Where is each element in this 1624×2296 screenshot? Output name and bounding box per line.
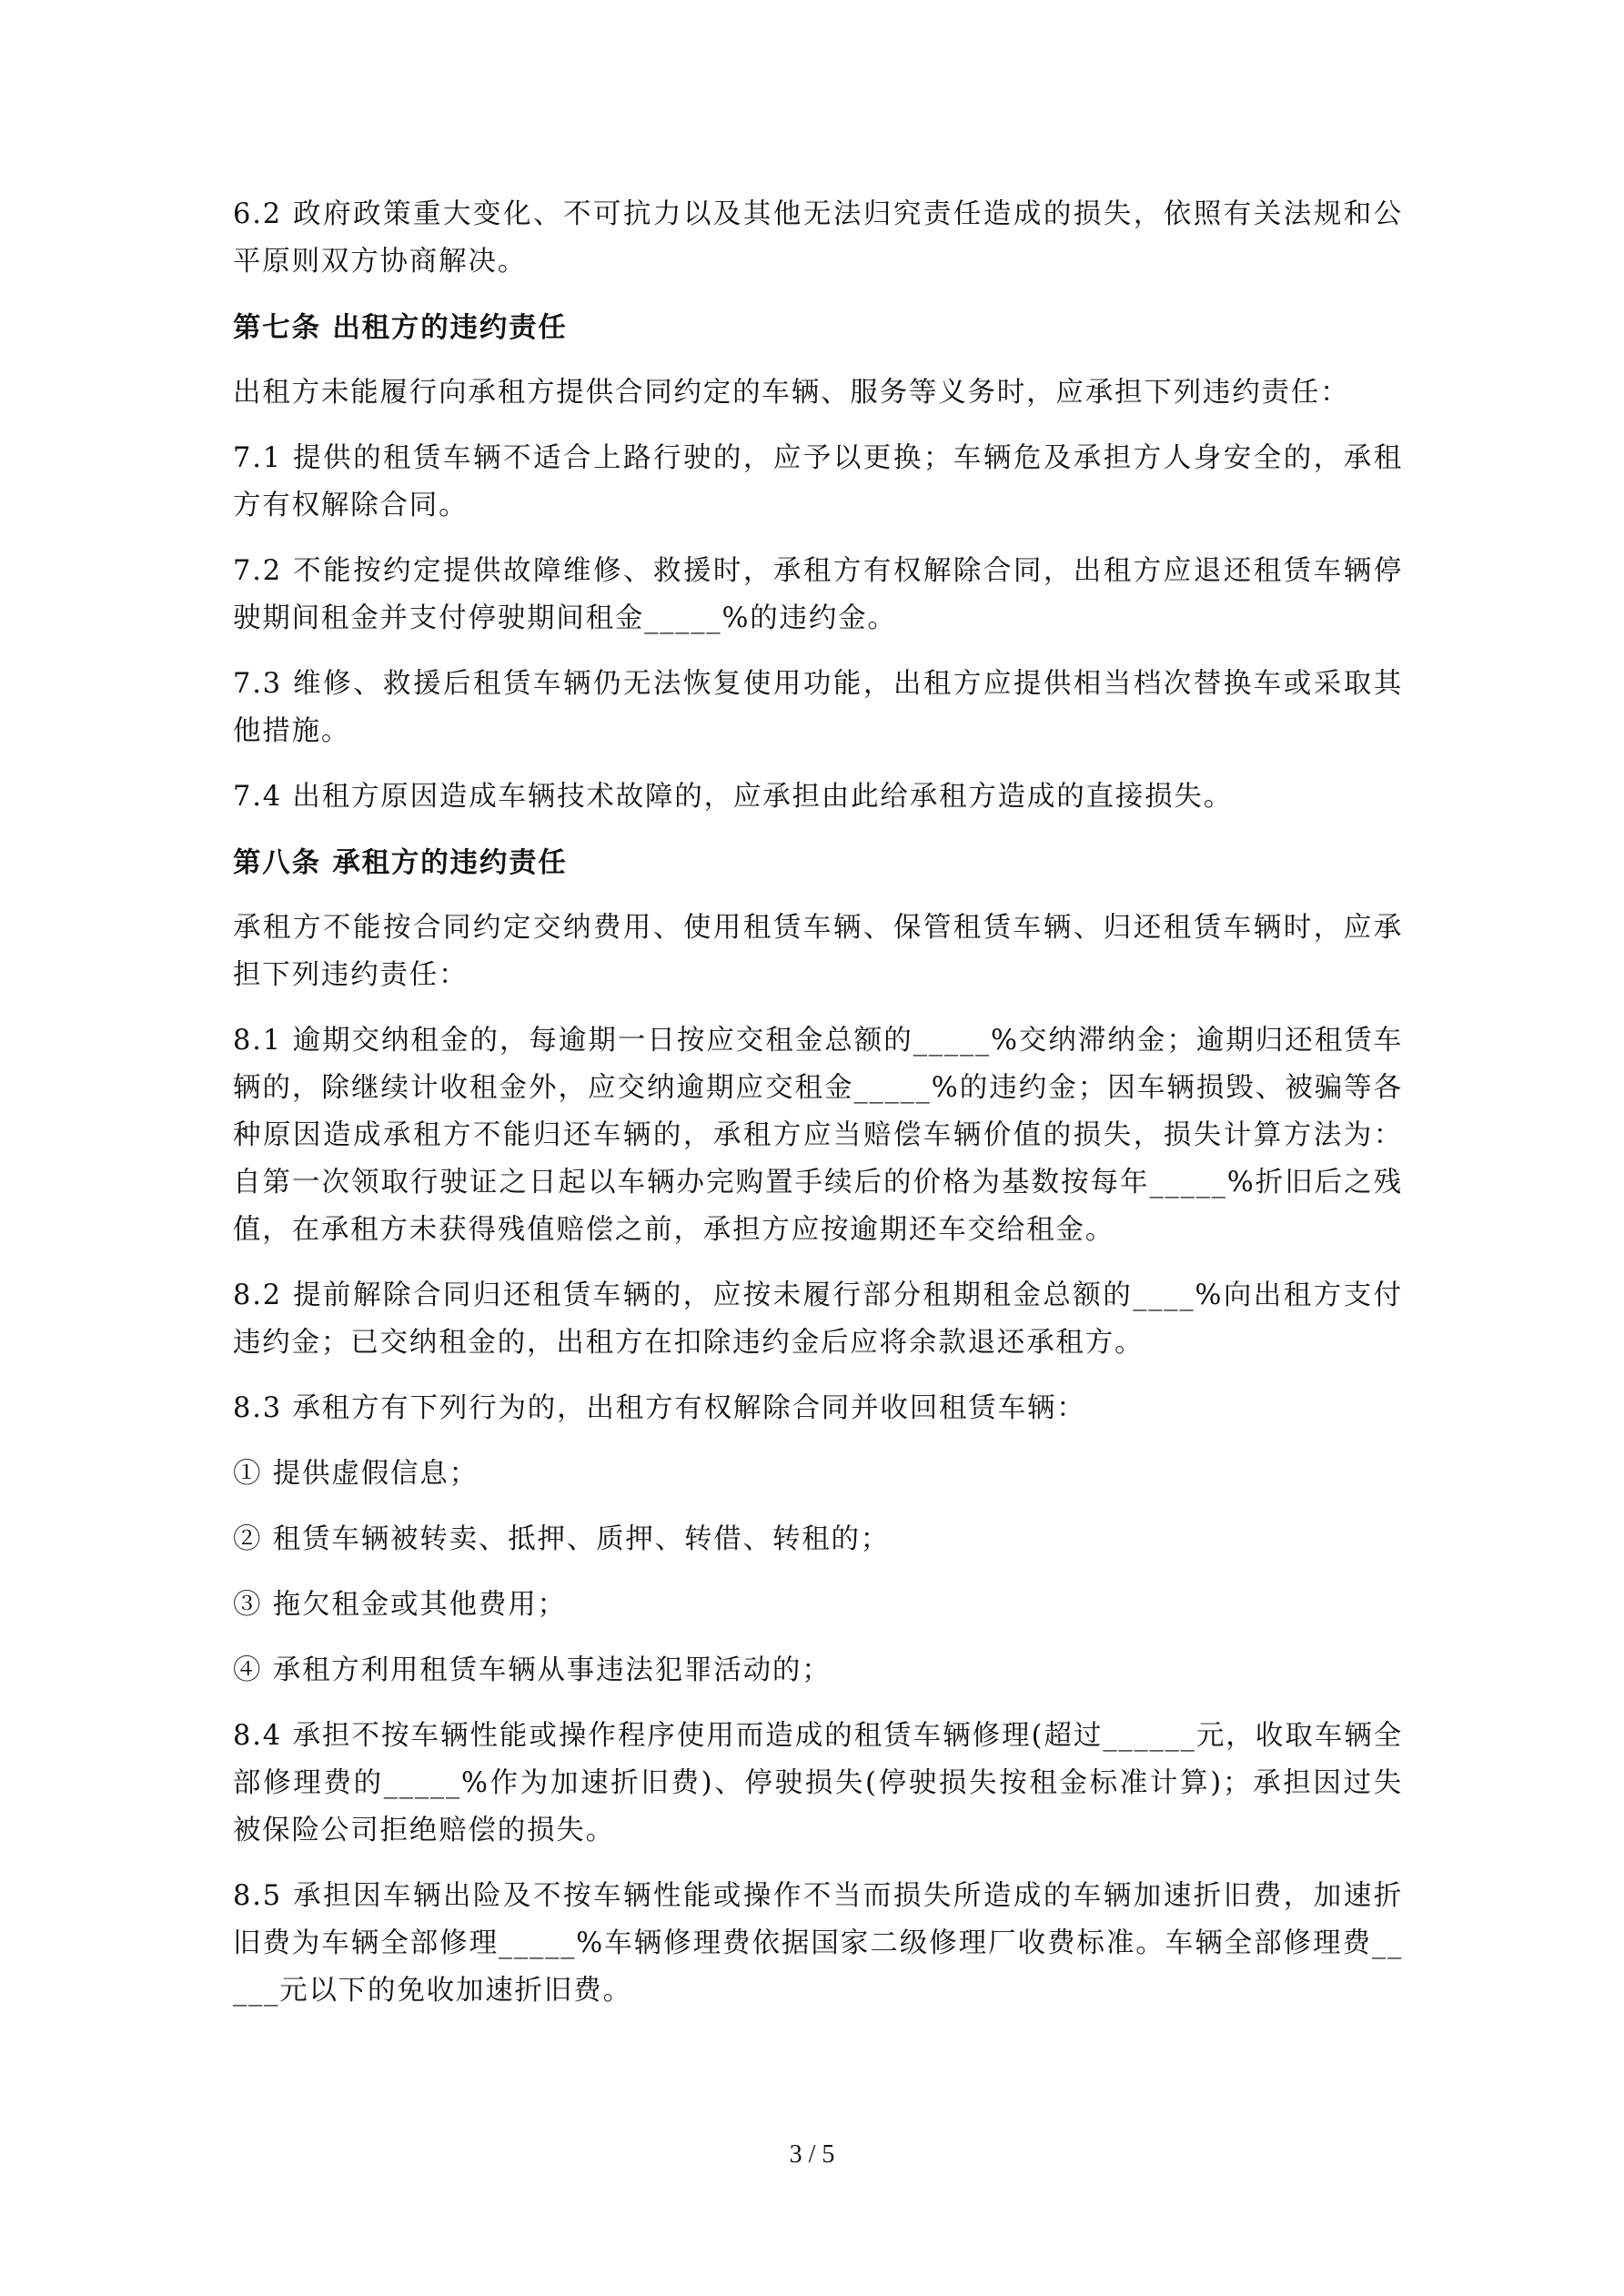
- paragraph-8-2: 8.2 提前解除合同归还租赁车辆的，应按未履行部分租期租金总额的____%向出租方支付违约金；已交纳租金的，出租方在扣除违约金后应将余款退还承租方。: [233, 1279, 1403, 1359]
- paragraph-7-3: 7.3 维修、救援后租赁车辆仍无法恢复使用功能，出租方应提供相当档次替换车或采取其他措施。: [233, 668, 1403, 747]
- list-item-2: ② 租赁车辆被转卖、抵押、质押、转借、转租的；: [233, 1523, 891, 1555]
- list-item-3: ③ 拖欠租金或其他费用；: [233, 1589, 567, 1621]
- paragraph-8-3: 8.3 承租方有下列行为的，出租方有权解除合同并收回租赁车辆：: [233, 1392, 1086, 1424]
- paragraph-8-1: 8.1 逾期交纳租金的，每逾期一日按应交租金总额的_____%交纳滞纳金；逾期归还租赁车辆的，除继续计收租金外，应交纳逾期应交租金_____%的违约金；因车辆损毁、被骗等各种原因造成承租方不能归还车辆的，承租方应当赔偿车辆价值的损失，损失计算方法为：自第一次领取行驶证之日起以车辆办完购置手续后的价格为基数按每年_____%折旧后之残值，在承租方未获得残值赔偿之前，承担方应按逾期还车交给租金。: [233, 1025, 1403, 1246]
- list-item-4: ④ 承租方利用租赁车辆从事违法犯罪活动的；: [233, 1654, 832, 1686]
- paragraph-7-4: 7.4 出租方原因造成车辆技术故障的，应承担由此给承租方造成的直接损失。: [233, 781, 1233, 813]
- paragraph-8-4: 8.4 承担不按车辆性能或操作程序使用而造成的租赁车辆修理(超过______元，收取车辆全部修理费的_____%作为加速折旧费)、停驶损失(停驶损失按租金标准计算)；承担因过失被保险公司拒绝赔偿的损失。: [233, 1720, 1403, 1846]
- paragraph-8-intro: 承租方不能按合同约定交纳费用、使用租赁车辆、保管租赁车辆、归还租赁车辆时，应承担下列违约责任：: [233, 912, 1403, 991]
- article-8-heading: 第八条 承租方的违约责任: [233, 846, 568, 879]
- paragraph-7-intro: 出租方未能履行向承租方提供合同约定的车辆、服务等义务时，应承担下列违约责任：: [233, 377, 1350, 409]
- paragraph-7-2: 7.2 不能按约定提供故障维修、救援时，承租方有权解除合同，出租方应退还租赁车辆停驶期间租金并支付停驶期间租金_____%的违约金。: [233, 555, 1403, 634]
- article-7-heading: 第七条 出租方的违约责任: [233, 311, 568, 344]
- paragraph-6-2: 6.2 政府政策重大变化、不可抗力以及其他无法归究责任造成的损失，依照有关法规和公平原则双方协商解决。: [233, 198, 1403, 278]
- paragraph-8-5: 8.5 承担因车辆出险及不按车辆性能或操作不当而损失所造成的车辆加速折旧费，加速折旧费为车辆全部修理_____%车辆修理费依据国家二级修理厂收费标准。车辆全部修理费_____元以下的免收加速折旧费。: [233, 1880, 1403, 2007]
- page-number: 3 / 5: [789, 2140, 835, 2169]
- paragraph-7-1: 7.1 提供的租赁车辆不适合上路行驶的，应予以更换；车辆危及承担方人身安全的，承租方有权解除合同。: [233, 442, 1403, 521]
- document-body: [233, 191, 1403, 2033]
- list-item-1: ① 提供虚假信息；: [233, 1458, 479, 1490]
